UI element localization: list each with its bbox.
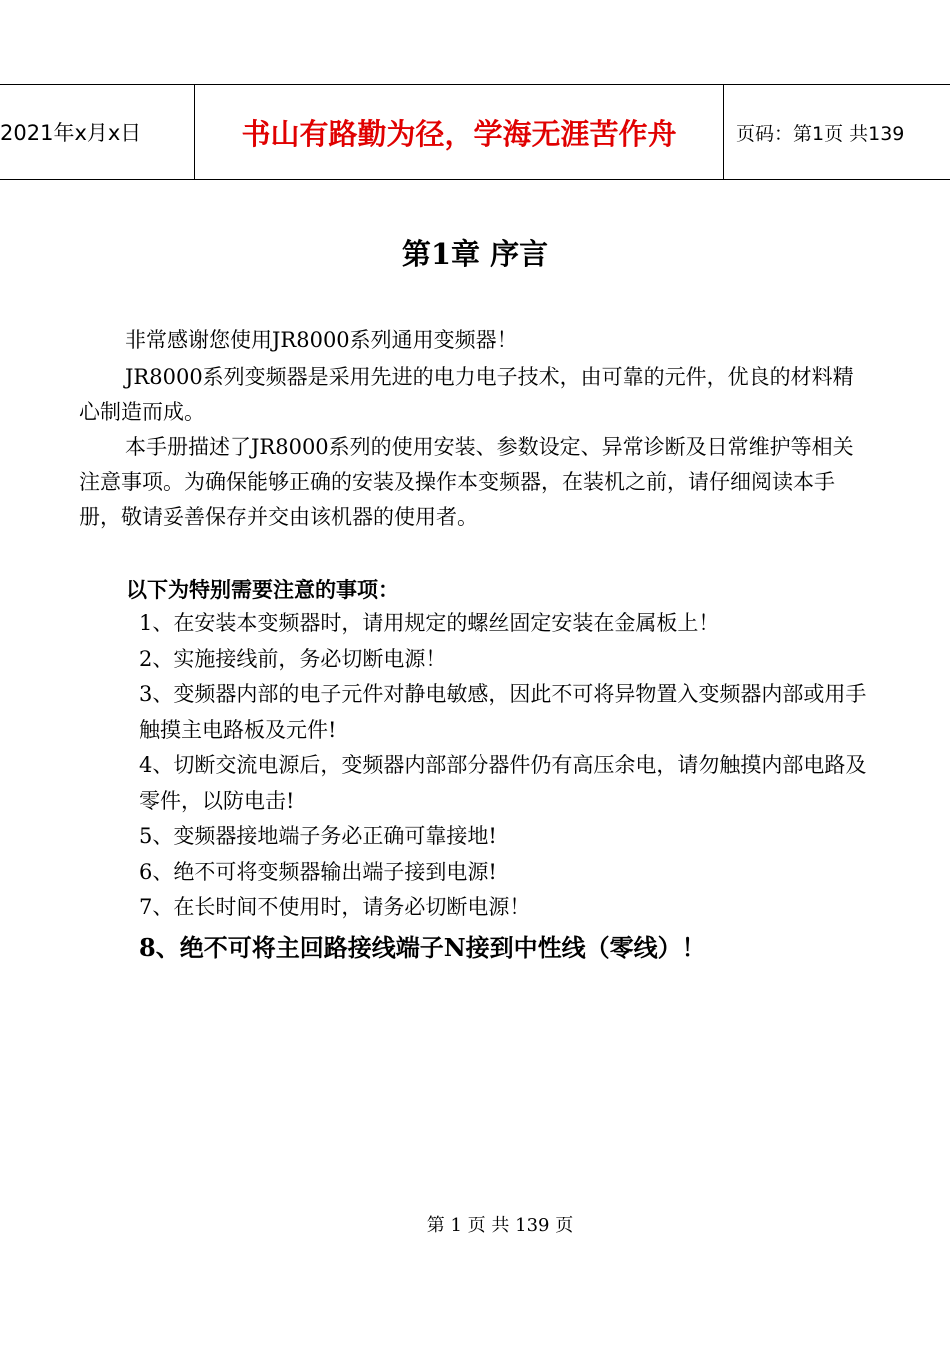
notice-item-emphasis: 8、绝不可将主回路接线端子N接到中性线（零线）！: [139, 932, 706, 962]
intro-paragraph-3: 本手册描述了JR8000系列的使用安装、参数设定、异常诊断及日常维护等相关注意事项。为确保能够正确的安装及操作本变频器，在装机之前，请仔细阅读本手册，敬请妥善保存并交由该机器的使用者。: [79, 435, 854, 529]
notice-list: [139, 606, 869, 968]
intro-paragraph-1: 非常感谢您使用JR8000系列通用变频器！: [125, 328, 518, 352]
header-page-info: 页码：第1页 共139: [736, 122, 905, 145]
notice-heading: 以下为特别需要注意的事项：: [126, 577, 399, 602]
notice-item: 6、绝不可将变频器输出端子接到电源!: [139, 859, 497, 884]
notice-item: 1、在安装本变频器时，请用规定的螺丝固定安装在金属板上！: [139, 611, 720, 635]
notice-item: 3、变频器内部的电子元件对静电敏感，因此不可将异物置入变频器内部或用手触摸主电路板及元件!: [139, 682, 867, 742]
notice-item: 7、在长时间不使用时，请务必切断电源！: [139, 895, 531, 919]
header-divider: [723, 85, 724, 179]
header-motto: 书山有路勤为径，学海无涯苦作舟: [241, 116, 677, 151]
notice-item: 5、变频器接地端子务必正确可靠接地!: [139, 824, 497, 848]
intro-paragraph-2: JR8000系列变频器是采用先进的电力电子技术，由可靠的元件，优良的材料精心制造而成。: [79, 365, 854, 424]
notice-item: 2、实施接线前，务必切断电源！: [139, 646, 447, 671]
page-header: [0, 84, 950, 180]
notice-item: 4、切断交流电源后，变频器内部部分器件仍有高压余电，请勿触摸内部电路及零件，以防电击!: [139, 753, 867, 813]
header-date: 2021年x月x日: [0, 121, 142, 145]
page-footer: 第 1 页 共 139 页: [426, 1215, 574, 1236]
chapter-title: 第1章 序言: [401, 237, 549, 271]
